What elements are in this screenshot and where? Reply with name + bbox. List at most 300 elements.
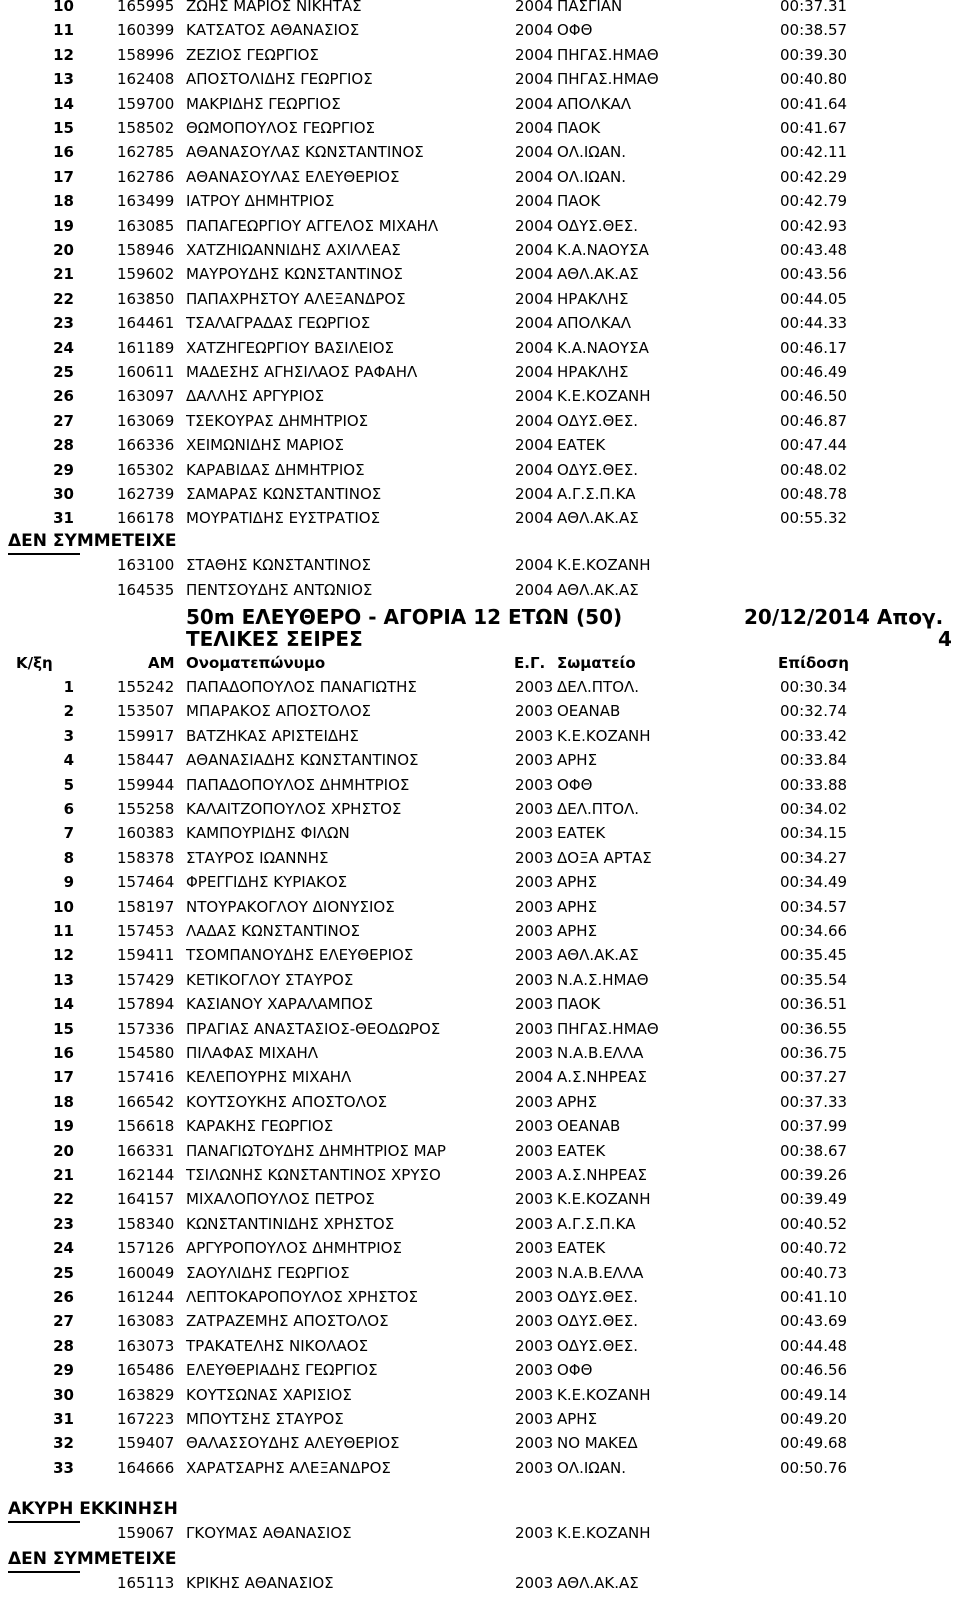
table-row [0,1407,960,1432]
cell-am: 163100 [117,556,175,574]
cell-am: 163850 [117,289,175,308]
cell-am: 155242 [117,678,175,696]
cell-time: 00:35.54 [780,970,848,989]
cell-year: 2004 [515,241,554,259]
cell-time: 00:41.67 [780,119,848,137]
cell-year: 2003 [515,946,554,965]
cell-club: Κ.Ε.ΚΟΖΑΝΗ [557,556,651,574]
cell-club: Κ.Ε.ΚΟΖΑΝΗ [557,1524,651,1542]
cell-pos: 12 [53,45,74,64]
cell-time: 00:34.27 [780,848,848,867]
cell-pos: 16 [53,1044,74,1062]
cell-pos: 11 [53,21,74,40]
table-row [0,1114,960,1139]
cell-time: 00:36.75 [780,1044,848,1062]
cell-club: Ν.Α.Β.ΕΛΛΑ [557,1044,644,1062]
cell-pos: 15 [53,119,74,137]
dns-section-label-2: ΔΕΝ ΣΥΜΜΕΤΕΙΧΕ [8,1547,177,1572]
cell-year: 2004 [515,94,554,113]
cell-am: 164666 [117,1458,175,1477]
cell-am: 157429 [117,970,175,989]
cell-club: ΑΡΗΣ [557,897,598,916]
cell-pos: 10 [53,0,74,15]
cell-club: ΠΗΓΑΣ.ΗΜΑΘ [557,45,659,64]
cell-year: 2003 [515,1410,554,1428]
cell-name: ΚΟΥΤΣΩΝΑΣ ΧΑΡΙΣΙΟΣ [186,1385,352,1404]
cell-am: 157336 [117,1019,175,1038]
cell-am: 159944 [117,775,175,794]
table-row [0,846,960,871]
cell-club: ΑΘΛ.ΑΚ.ΑΣ [557,509,639,528]
cell-am: 166542 [117,1092,175,1111]
cell-time: 00:39.26 [780,1166,848,1184]
cell-pos: 29 [53,460,74,479]
event-date: 20/12/2014 Απογ. [744,605,944,629]
table-row [0,262,960,287]
cell-name: ΖΑΤΡΑΖΕΜΗΣ ΑΠΟΣΤΟΛΟΣ [186,1312,389,1331]
cell-club: Κ.Α.ΝΑΟΥΣΑ [557,338,649,357]
cell-time: 00:33.84 [780,751,848,770]
table-row [0,458,960,483]
cell-year: 2004 [515,556,554,574]
cell-year: 2004 [515,436,554,455]
cell-year: 2003 [515,1263,554,1282]
cell-year: 2004 [515,45,554,64]
cell-year: 2003 [515,1434,554,1453]
cell-pos: 32 [53,1434,74,1453]
cell-year: 2003 [515,1239,554,1258]
table-row [0,336,960,361]
cell-name: ΠΡΑΓΙΑΣ ΑΝΑΣΤΑΣΙΟΣ-ΘΕΟΔΩΡΟΣ [186,1019,441,1038]
cell-time: 00:48.78 [780,485,848,503]
cell-am: 165113 [117,1574,175,1592]
cell-am: 163499 [117,192,175,211]
cell-club: ΟΔΥΣ.ΘΕΣ. [557,411,639,430]
table-row [0,821,960,846]
table-row [0,895,960,920]
cell-time: 00:39.49 [780,1190,848,1209]
table-row [0,482,960,507]
cell-year: 2004 [515,1068,554,1087]
cell-am: 166178 [117,509,175,528]
cell-name: ΕΛΕΥΘΕΡΙΑΔΗΣ ΓΕΩΡΓΙΟΣ [186,1361,378,1380]
cell-pos: 31 [53,1410,74,1428]
cell-am: 157126 [117,1239,175,1258]
table-row [0,1163,960,1188]
cell-club: ΑΡΗΣ [557,1410,598,1428]
cell-am: 157453 [117,922,175,940]
cell-am: 155258 [117,800,175,818]
cell-club: ΠΗΓΑΣ.ΗΜΑΘ [557,70,659,89]
table-row [0,1236,960,1261]
cell-year: 2004 [515,289,554,308]
cell-club: Ν.Α.Σ.ΗΜΑΘ [557,970,649,989]
cell-name: ΧΑΤΖΗΙΩΑΝΝΙΔΗΣ ΑΧΙΛΛΕΑΣ [186,241,401,259]
cell-pos: 27 [53,1312,74,1331]
cell-am: 165302 [117,460,175,479]
cell-year: 2003 [515,1574,554,1592]
table-row [0,1261,960,1286]
cell-pos: 1 [63,678,74,696]
cell-pos: 13 [53,970,74,989]
cell-club: ΟΕΑΝΑΒ [557,1117,621,1136]
cell-pos: 3 [63,726,74,745]
cell-year: 2003 [515,726,554,745]
cell-pos: 22 [53,1190,74,1209]
cell-club: ΟΕΑΝΑΒ [557,702,621,721]
cell-pos: 17 [53,1068,74,1087]
cell-year: 2003 [515,751,554,770]
cell-am: 159067 [117,1524,175,1542]
cell-name: ΠΑΠΑΧΡΗΣΤΟΥ ΑΛΕΞΑΝΔΡΟΣ [186,289,406,308]
cell-club: Α.Σ.ΝΗΡΕΑΣ [557,1166,648,1184]
cell-am: 159407 [117,1434,175,1453]
table-row [0,968,960,993]
cell-year: 2003 [515,1312,554,1331]
table-row [0,1187,960,1212]
cell-club: ΗΡΑΚΛΗΣ [557,363,629,381]
cell-name: ΠΙΛΑΦΑΣ ΜΙΧΑΗΛ [186,1044,318,1062]
table-row [0,43,960,68]
cell-am: 166336 [117,436,175,455]
table-row [0,1212,960,1237]
cell-name: ΜΠΑΡΑΚΟΣ ΑΠΟΣΤΟΛΟΣ [186,702,372,721]
cell-pos: 8 [63,848,74,867]
cell-club: ΑΠΟΛΚΑΛ [557,94,631,113]
cell-year: 2004 [515,580,554,599]
cell-name: ΠΑΠΑΔΟΠΟΥΛΟΣ ΠΑΝΑΓΙΩΤΗΣ [186,678,417,696]
cell-club: ΠΑΟΚ [557,995,601,1014]
cell-time: 00:37.99 [780,1117,848,1136]
cell-name: ΧΕΙΜΩΝΙΔΗΣ ΜΑΡΙΟΣ [186,436,344,455]
cell-name: ΜΑΔΕΣΗΣ ΑΓΗΣΙΛΑΟΣ ΡΑΦΑΗΛ [186,363,418,381]
cell-time: 00:38.67 [780,1141,848,1160]
cell-club: ΕΑΤΕΚ [557,1239,606,1258]
table-row [0,433,960,458]
cell-name: ΜΑΥΡΟΥΔΗΣ ΚΩΝΣΤΑΝΤΙΝΟΣ [186,265,403,284]
cell-am: 158447 [117,751,175,770]
cell-pos: 30 [53,485,74,503]
cell-pos: 23 [53,314,74,333]
cell-name: ΚΑΜΠΟΥΡΙΔΗΣ ΦΙΛΩΝ [186,824,350,843]
cell-am: 163097 [117,387,175,406]
cell-pos: 23 [53,1214,74,1233]
cell-pos: 5 [63,775,74,794]
dq-section-label: ΑΚΥΡΗ ΕΚΚΙΝΗΣΗ [8,1497,178,1522]
cell-time: 00:43.69 [780,1312,848,1331]
cell-pos: 25 [53,363,74,381]
cell-pos: 18 [53,192,74,211]
cell-time: 00:55.32 [780,509,848,528]
cell-time: 00:34.49 [780,873,848,892]
cell-time: 00:42.79 [780,192,848,211]
cell-time: 00:40.72 [780,1239,848,1258]
cell-year: 2004 [515,314,554,333]
cell-name: ΣΑΜΑΡΑΣ ΚΩΝΣΤΑΝΤΙΝΟΣ [186,485,382,503]
header-year: Ε.Γ. [514,654,546,672]
cell-time: 00:33.88 [780,775,848,794]
table-row [0,1139,960,1164]
cell-time: 00:41.10 [780,1288,848,1306]
table-row [0,1090,960,1115]
cell-club: ΟΦΘ [557,21,593,40]
table-row [0,1065,960,1090]
cell-pos: 10 [53,897,74,916]
table-row [0,311,960,336]
table-row [0,1383,960,1408]
cell-am: 163069 [117,411,175,430]
cell-club: ΠΗΓΑΣ.ΗΜΑΘ [557,1019,659,1038]
cell-am: 165486 [117,1361,175,1380]
event-subtitle: ΤΕΛΙΚΕΣ ΣΕΙΡΕΣ [186,627,363,651]
cell-club: ΠΑΟΚ [557,119,601,137]
cell-pos: 28 [53,1336,74,1355]
cell-name: ΙΑΤΡΟΥ ΔΗΜΗΤΡΙΟΣ [186,192,335,211]
cell-club: ΑΡΗΣ [557,751,598,770]
cell-time: 00:34.57 [780,897,848,916]
table-row [0,1041,960,1066]
cell-name: ΤΡΑΚΑΤΕΛΗΣ ΝΙΚΟΛΑΟΣ [186,1336,369,1355]
cell-club: ΟΔΥΣ.ΘΕΣ. [557,216,639,235]
cell-am: 160049 [117,1263,175,1282]
cell-am: 158197 [117,897,175,916]
cell-year: 2003 [515,1117,554,1136]
table-row [0,578,960,603]
cell-am: 161244 [117,1288,175,1306]
cell-pos: 25 [53,1263,74,1282]
cell-time: 00:40.80 [780,70,848,89]
cell-am: 161189 [117,338,175,357]
cell-club: Α.Γ.Σ.Π.ΚΑ [557,1214,636,1233]
cell-am: 159411 [117,946,175,965]
cell-pos: 20 [53,1141,74,1160]
header-time: Επίδοση [778,654,849,672]
cell-year: 2004 [515,387,554,406]
cell-name: ΤΣΙΛΩΝΗΣ ΚΩΝΣΤΑΝΤΙΝΟΣ ΧΡΥΣΟ [186,1166,441,1184]
cell-time: 00:37.31 [780,0,848,15]
cell-year: 2004 [515,216,554,235]
table-row [0,1285,960,1310]
cell-year: 2004 [515,363,554,381]
cell-name: ΜΠΟΥΤΣΗΣ ΣΤΑΥΡΟΣ [186,1410,344,1428]
cell-time: 00:40.52 [780,1214,848,1233]
cell-name: ΚΕΛΕΠΟΥΡΗΣ ΜΙΧΑΗΛ [186,1068,352,1087]
cell-time: 00:39.30 [780,45,848,64]
table-row [0,165,960,190]
cell-am: 159700 [117,94,175,113]
table-row [0,116,960,141]
table-row [0,870,960,895]
table-row [0,0,960,19]
cell-name: ΒΑΤΖΗΚΑΣ ΑΡΙΣΤΕΙΔΗΣ [186,726,359,745]
cell-club: ΕΑΤΕΚ [557,1141,606,1160]
cell-am: 156618 [117,1117,175,1136]
table-row [0,384,960,409]
cell-name: ΖΕΖΙΟΣ ΓΕΩΡΓΙΟΣ [186,45,319,64]
cell-year: 2003 [515,702,554,721]
cell-name: ΤΣΕΚΟΥΡΑΣ ΔΗΜΗΤΡΙΟΣ [186,411,369,430]
table-row [0,773,960,798]
cell-time: 00:44.05 [780,289,848,308]
cell-time: 00:37.27 [780,1068,848,1087]
cell-am: 163083 [117,1312,175,1331]
cell-time: 00:42.93 [780,216,848,235]
cell-pos: 26 [53,387,74,406]
cell-year: 2003 [515,800,554,818]
cell-year: 2004 [515,265,554,284]
cell-am: 159917 [117,726,175,745]
cell-club: Κ.Α.ΝΑΟΥΣΑ [557,241,649,259]
cell-pos: 24 [53,1239,74,1258]
cell-year: 2004 [515,192,554,211]
table-row [0,409,960,434]
cell-pos: 9 [63,873,74,892]
cell-pos: 11 [53,922,74,940]
cell-time: 00:37.33 [780,1092,848,1111]
cell-time: 00:40.73 [780,1263,848,1282]
cell-year: 2003 [515,848,554,867]
cell-name: ΑΠΟΣΤΟΛΙΔΗΣ ΓΕΩΡΓΙΟΣ [186,70,373,89]
cell-club: Ν.Α.Β.ΕΛΛΑ [557,1263,644,1282]
table-row [0,140,960,165]
table-row [0,943,960,968]
cell-year: 2004 [515,485,554,503]
cell-time: 00:49.14 [780,1385,848,1404]
cell-year: 2004 [515,338,554,357]
cell-pos: 19 [53,216,74,235]
cell-name: ΘΩΜΟΠΟΥΛΟΣ ΓΕΩΡΓΙΟΣ [186,119,375,137]
table-row [0,67,960,92]
cell-pos: 28 [53,436,74,455]
cell-pos: 15 [53,1019,74,1038]
cell-time: 00:42.11 [780,143,848,162]
cell-year: 2003 [515,1166,554,1184]
cell-year: 2004 [515,143,554,162]
cell-pos: 2 [63,702,74,721]
cell-year: 2003 [515,1524,554,1542]
table-row [0,1456,960,1481]
cell-name: ΑΘΑΝΑΣΙΑΔΗΣ ΚΩΝΣΤΑΝΤΙΝΟΣ [186,751,419,770]
cell-am: 160399 [117,21,175,40]
cell-time: 00:36.51 [780,995,848,1014]
cell-club: ΔΕΛ.ΠΤΟΛ. [557,678,640,696]
cell-club: ΠΑΣΓΙΑΝ [557,0,623,15]
cell-club: ΗΡΑΚΛΗΣ [557,289,629,308]
cell-pos: 13 [53,70,74,89]
cell-am: 163829 [117,1385,175,1404]
cell-club: ΝΟ ΜΑΚΕΔ [557,1434,638,1453]
cell-pos: 21 [53,1166,74,1184]
cell-pos: 22 [53,289,74,308]
table-row [0,92,960,117]
cell-am: 163073 [117,1336,175,1355]
table-row [0,1358,960,1383]
cell-name: ΚΟΥΤΣΟΥΚΗΣ ΑΠΟΣΤΟΛΟΣ [186,1092,388,1111]
cell-pos: 6 [63,800,74,818]
cell-club: ΑΘΛ.ΑΚ.ΑΣ [557,1574,639,1592]
cell-year: 2003 [515,1361,554,1380]
cell-year: 2004 [515,21,554,40]
cell-name: ΔΑΛΛΗΣ ΑΡΓΥΡΙΟΣ [186,387,325,406]
cell-club: ΠΑΟΚ [557,192,601,211]
cell-year: 2003 [515,824,554,843]
cell-time: 00:36.55 [780,1019,848,1038]
cell-club: ΕΑΤΕΚ [557,824,606,843]
cell-pos: 29 [53,1361,74,1380]
cell-pos: 31 [53,509,74,528]
cell-am: 162144 [117,1166,175,1184]
cell-year: 2003 [515,1288,554,1306]
cell-year: 2003 [515,1385,554,1404]
cell-year: 2004 [515,70,554,89]
cell-name: ΚΑΡΑΒΙΔΑΣ ΔΗΜΗΤΡΙΟΣ [186,460,365,479]
cell-time: 00:33.42 [780,726,848,745]
cell-time: 00:34.02 [780,800,848,818]
cell-club: ΟΔΥΣ.ΘΕΣ. [557,460,639,479]
cell-year: 2003 [515,1458,554,1477]
cell-pos: 12 [53,946,74,965]
cell-name: ΚΑΣΙΑΝΟΥ ΧΑΡΑΛΑΜΠΟΣ [186,995,374,1014]
cell-club: ΟΔΥΣ.ΘΕΣ. [557,1312,639,1331]
cell-name: ΣΑΟΥΛΙΔΗΣ ΓΕΩΡΓΙΟΣ [186,1263,350,1282]
cell-club: Κ.Ε.ΚΟΖΑΝΗ [557,726,651,745]
cell-am: 158996 [117,45,175,64]
table-row [0,1431,960,1456]
cell-pos: 14 [53,94,74,113]
cell-name: ΜΙΧΑΛΟΠΟΥΛΟΣ ΠΕΤΡΟΣ [186,1190,375,1209]
table-row [0,919,960,944]
cell-name: ΤΣΑΛΑΓΡΑΔΑΣ ΓΕΩΡΓΙΟΣ [186,314,371,333]
cell-club: ΟΔΥΣ.ΘΕΣ. [557,1336,639,1355]
cell-club: Α.Γ.Σ.Π.ΚΑ [557,485,636,503]
cell-name: ΜΟΥΡΑΤΙΔΗΣ ΕΥΣΤΡΑΤΙΟΣ [186,509,381,528]
cell-name: ΤΣΟΜΠΑΝΟΥΔΗΣ ΕΛΕΥΘΕΡΙΟΣ [186,946,414,965]
cell-time: 00:35.45 [780,946,848,965]
cell-am: 164157 [117,1190,175,1209]
cell-name: ΚΕΤΙΚΟΓΛΟΥ ΣΤΑΥΡΟΣ [186,970,354,989]
cell-year: 2004 [515,460,554,479]
cell-am: 160383 [117,824,175,843]
cell-club: ΟΔΥΣ.ΘΕΣ. [557,1288,639,1306]
cell-pos: 7 [63,824,74,843]
cell-club: ΑΡΗΣ [557,922,598,940]
cell-name: ΚΡΙΚΗΣ ΑΘΑΝΑΣΙΟΣ [186,1574,334,1592]
cell-year: 2003 [515,678,554,696]
cell-name: ΠΑΝΑΓΙΩΤΟΥΔΗΣ ΔΗΜΗΤΡΙΟΣ ΜΑΡ [186,1141,446,1160]
cell-time: 00:46.17 [780,338,848,357]
cell-pos: 30 [53,1385,74,1404]
cell-time: 00:46.87 [780,411,848,430]
cell-name: ΚΑΛΑΙΤΖΟΠΟΥΛΟΣ ΧΡΗΣΤΟΣ [186,800,402,818]
cell-club: ΕΑΤΕΚ [557,436,606,455]
table-row [0,1571,960,1596]
cell-pos: 16 [53,143,74,162]
cell-am: 159602 [117,265,175,284]
cell-club: ΟΛ.ΙΩΑΝ. [557,167,626,186]
header-name: Ονοματεπώνυμο [186,654,326,672]
cell-am: 154580 [117,1044,175,1062]
cell-name: ΑΘΑΝΑΣΟΥΛΑΣ ΚΩΝΣΤΑΝΤΙΝΟΣ [186,143,424,162]
cell-pos: 21 [53,265,74,284]
cell-year: 2003 [515,775,554,794]
cell-am: 157464 [117,873,175,892]
event-title: 50m ΕΛΕΥΘΕΡΟ - ΑΓΟΡΙΑ 12 ΕΤΩΝ (50) [186,605,623,629]
header-am: ΑΜ [148,654,175,672]
cell-am: 162785 [117,143,175,162]
header-position: Κ/ξη [16,654,53,672]
cell-am: 162739 [117,485,175,503]
cell-year: 2003 [515,995,554,1014]
